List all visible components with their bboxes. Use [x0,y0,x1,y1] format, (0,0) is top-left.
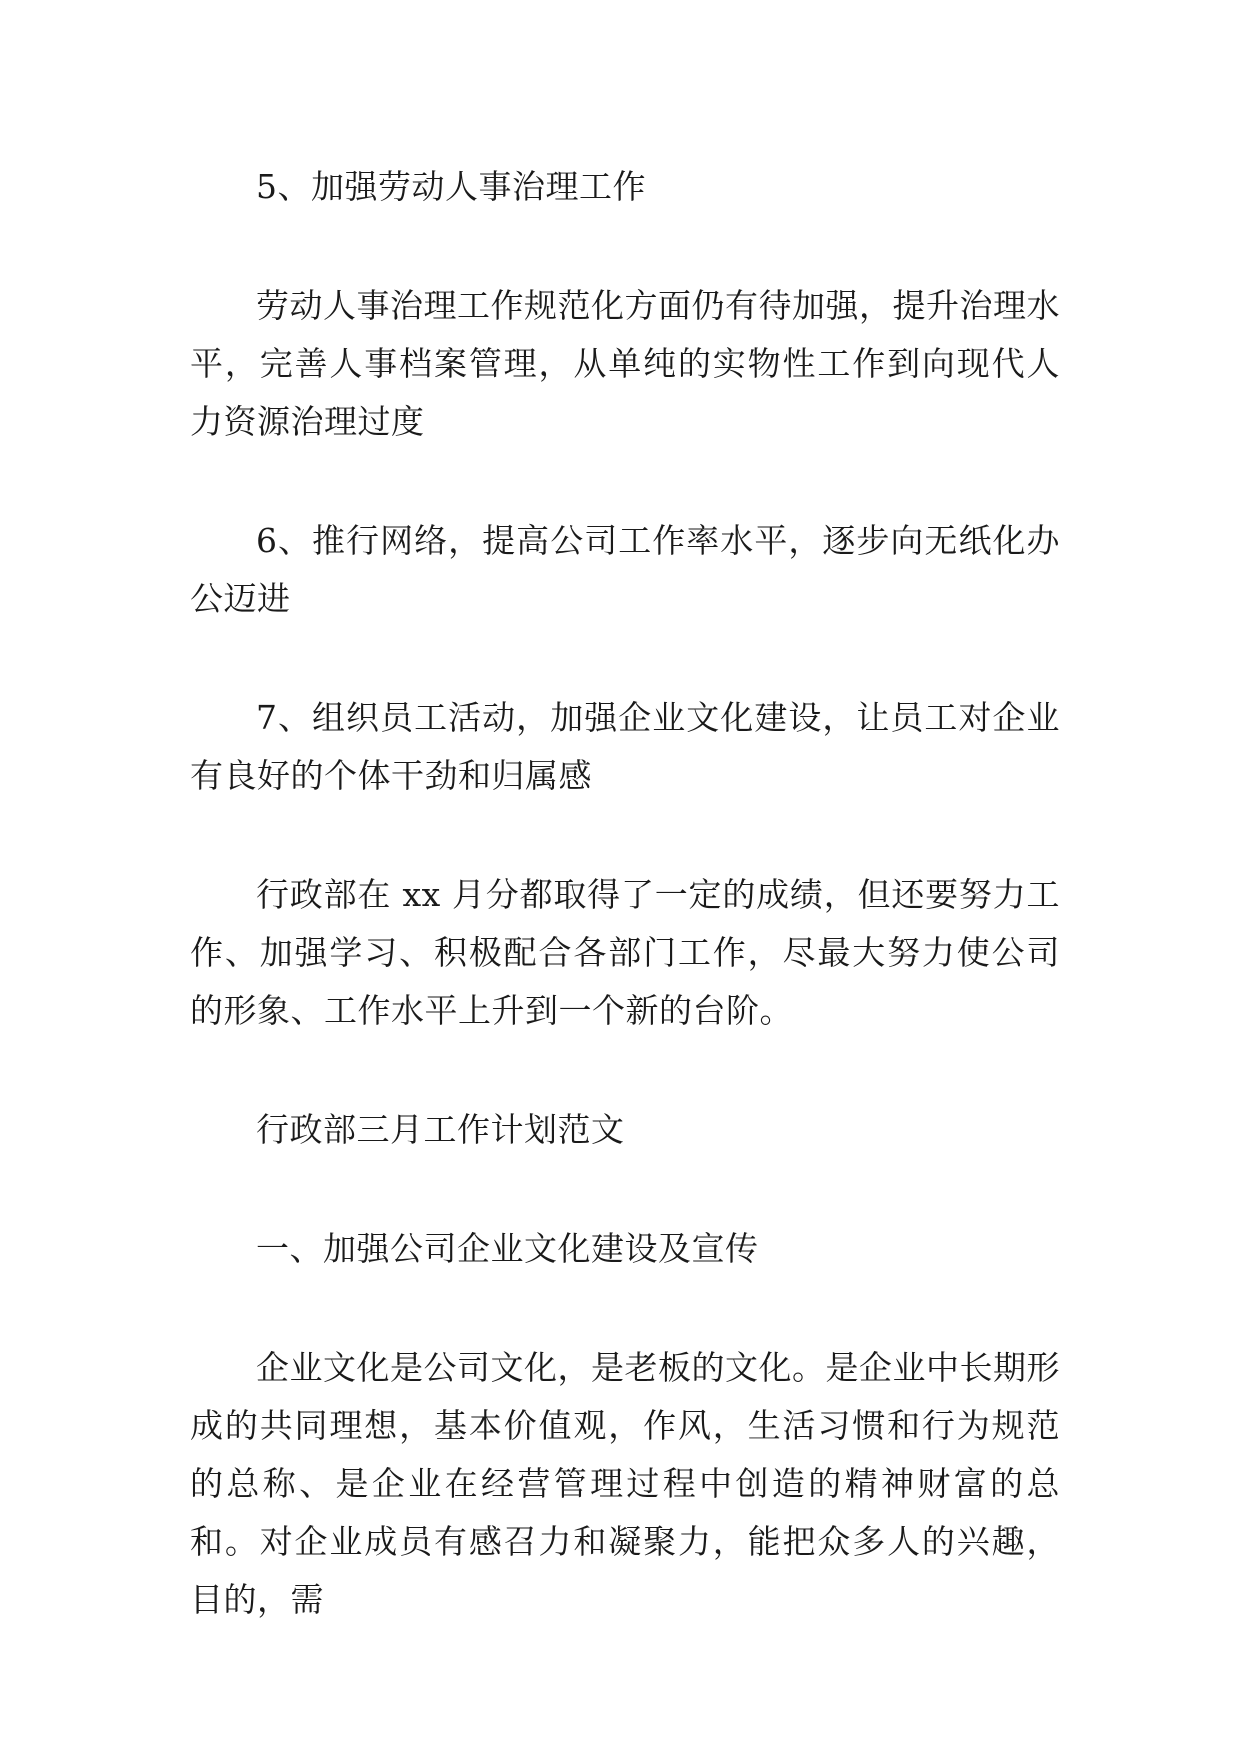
paragraph-item-5-heading: 5、加强劳动人事治理工作 [256,167,646,206]
paragraph-item-6: 6、推行网络，提高公司工作率水平，逐步向无纸化办公迈进 [190,521,1060,618]
paragraph-summary: 行政部在 xx 月分都取得了一定的成绩，但还要努力工作、加强学习、积极配合各部门工作，尽最大努力使公司的形象、工作水平上升到一个新的台阶。 [190,875,1060,1030]
section-title: 行政部三月工作计划范文 [256,1110,625,1149]
paragraph-item-7: 7、组织员工活动，加强企业文化建设，让员工对企业有良好的个体干劲和归属感 [190,698,1060,795]
document-body [190,158,1060,1690]
paragraph-hr-management: 劳动人事治理工作规范化方面仍有待加强，提升治理水平，完善人事档案管理，从单纯的实物性工作到向现代人力资源治理过度 [190,286,1060,441]
paragraph-corporate-culture: 企业文化是公司文化，是老板的文化。是企业中长期形成的共同理想，基本价值观，作风，生活习惯和行为规范的总称、是企业在经营管理过程中创造的精神财富的总和。对企业成员有感召力和凝聚力，能把众多人的兴趣，目的，需 [190,1348,1060,1619]
section-heading-1: 一、加强公司企业文化建设及宣传 [256,1229,759,1268]
